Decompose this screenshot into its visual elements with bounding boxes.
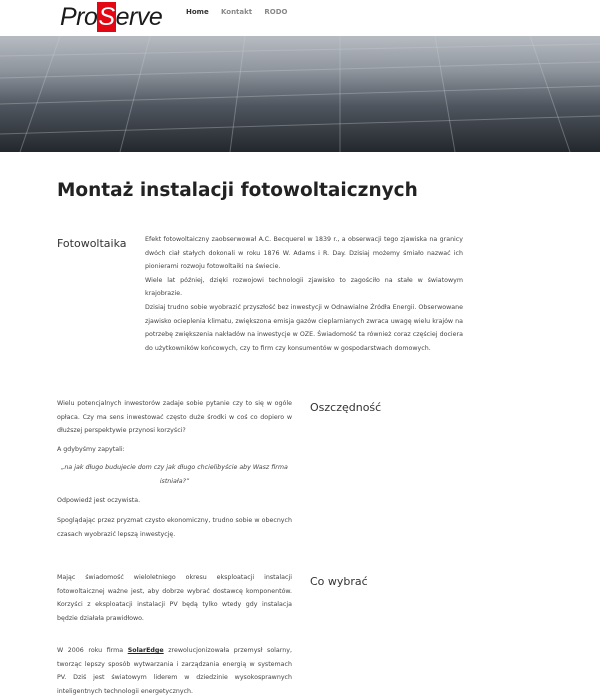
- site-header: [0, 0, 600, 36]
- logo-part3: erve: [115, 3, 163, 31]
- section-title-oszczednosc: Oszczędność: [310, 401, 382, 414]
- nav-home[interactable]: Home: [186, 8, 209, 16]
- co-wybrac-paragraph-2: [57, 644, 292, 698]
- nav-kontakt[interactable]: Kontakt: [220, 8, 253, 16]
- section-title-co-wybrac: Co wybrać: [310, 575, 368, 588]
- section-title-fotowoltaika: Fotowoltaika: [57, 237, 127, 250]
- co-wybrac-text-after-link: zrewolucjonizowała przemysł solarny, tworząc lepszy sposób wytwarzania i zarządzania energią w systemach PV. Dziś jest światowym liderem w dziedzinie wysokosprawnych inteligentnych technologii energetycznych.: [57, 647, 292, 695]
- solar-panel-grid: [0, 36, 600, 152]
- fotowoltaika-paragraph-1: Efekt fotowoltaiczny zaobserwował A.C. Becquerel w 1839 r., a obserwacji tego zjawiska na granicy dwóch ciał stałych dokonali w roku 1876 W. Adams i R. Day. Dzisiaj możemy śmiało nazwać ich pionierami rozwoju fotowoltaiki na świecie.: [145, 236, 463, 271]
- nav-rodo[interactable]: RODO: [264, 8, 288, 16]
- logo-part2: S: [98, 3, 115, 31]
- oszczednosc-paragraph-1: Wielu potencjalnych inwestorów zadaje sobie pytanie czy to się w ogóle opłaca. Czy ma sens inwestować często duże środki w coś co dopiero w dłuższej perspektywie przynosi korzyści?: [57, 400, 292, 435]
- oszczednosc-paragraph-4: Spoglądając przez pryzmat czysto ekonomiczny, trudno sobie w obecnych czasach wyobrazić lepszą inwestycję.: [57, 517, 292, 538]
- fotowoltaika-paragraph-2: Wiele lat później, dzięki rozwojowi technologii zjawisko to zagościło na stałe w światowym krajobrazie.: [145, 276, 463, 298]
- co-wybrac-text-before-link: W 2006 roku firma: [57, 647, 128, 654]
- page-title: Montaż instalacji fotowoltaicznych: [57, 180, 418, 201]
- oszczednosc-paragraph-2: A gdybyśmy zapytali:: [57, 446, 125, 453]
- proserve-logo[interactable]: [60, 2, 162, 32]
- solaredge-link[interactable]: SolarEdge: [127, 647, 164, 654]
- fotowoltaika-paragraph-3: Dzisiaj trudno sobie wyobrazić przyszłość bez inwestycji w Odnawialne Źródła Energii. Obserwowane zjawisko ocieplenia klimatu, zwiększona emisja gazów cieplarnianych zwraca uwagę wielu krajów na potrzebę zwiększenia nakładów na inwestycje w OZE. Świadomość ta również coraz częściej dociera do użytkowników końcowych, czy to firm czy konsumentów w gospodarstwach domowych.: [145, 303, 463, 352]
- oszczednosc-quote: „na jak długo budujecie dom czy jak długo chcielibyście aby Wasz firma istniała?”: [61, 464, 288, 485]
- main-nav: [186, 8, 297, 16]
- oszczednosc-paragraph-3: Odpowiedź jest oczywista.: [57, 497, 141, 504]
- logo-part1: Pro: [60, 3, 98, 31]
- fotowoltaika-text: [145, 233, 463, 355]
- co-wybrac-paragraph-1: Mając świadomość wieloletniego okresu eksploatacji instalacji fotowoltaicznej ważne jest, aby dobrze wybrać dostawcę komponentów. Korzyści z eksploatacji instalacji PV będą tylko wtedy gdy instalacja będzie działała prawidłowo.: [57, 574, 292, 622]
- hero-solar-panels-image: [0, 36, 600, 152]
